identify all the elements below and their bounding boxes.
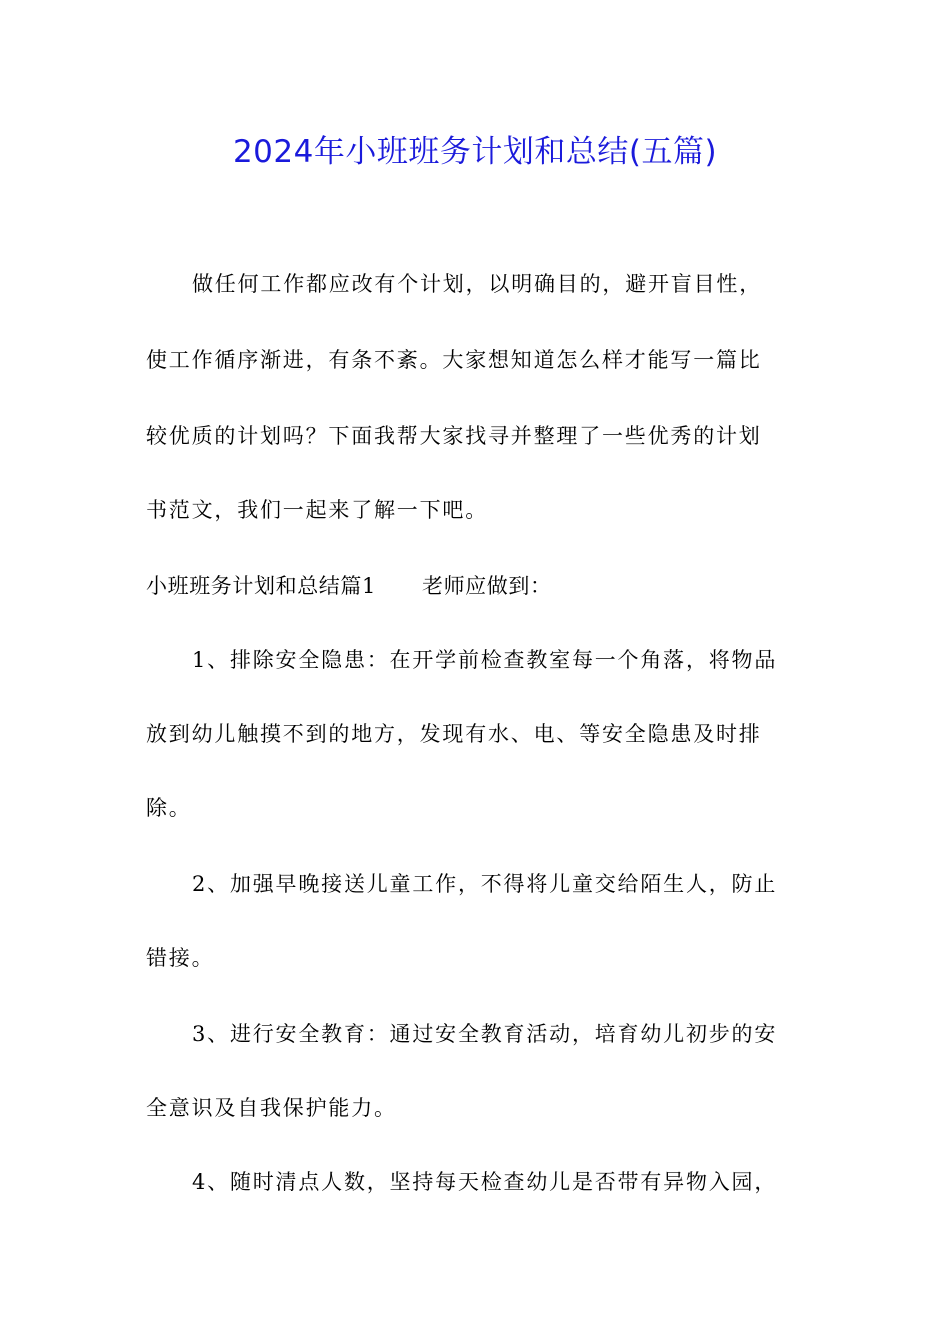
section-heading-row — [146, 568, 806, 604]
section-heading: 小班班务计划和总结篇1 — [146, 574, 376, 598]
item-1-line-1: 1、排除安全隐患：在开学前检查教室每一个角落，将物品 — [192, 648, 778, 672]
item-3-line-1: 3、进行安全教育：通过安全教育活动，培育幼儿初步的安 — [192, 1022, 778, 1046]
intro-line-1: 做任何工作都应改有个计划，以明确目的，避开盲目性， — [192, 272, 762, 296]
intro-line-4: 书范文，我们一起来了解一下吧。 — [146, 498, 488, 522]
document-title: 2024年小班班务计划和总结(五篇) — [232, 134, 718, 170]
section-subheading: 老师应做到： — [421, 574, 552, 598]
item-3-line-2: 全意识及自我保护能力。 — [146, 1096, 397, 1120]
item-2-line-2: 错接。 — [146, 946, 215, 970]
intro-line-2: 使工作循序渐进，有条不紊。大家想知道怎么样才能写一篇比 — [146, 348, 762, 372]
item-4-line-1: 4、随时清点人数，坚持每天检查幼儿是否带有异物入园， — [192, 1170, 778, 1194]
item-2-line-1: 2、加强早晚接送儿童工作，不得将儿童交给陌生人，防止 — [192, 872, 778, 896]
item-1-line-2: 放到幼儿触摸不到的地方，发现有水、电、等安全隐患及时排 — [146, 722, 762, 746]
item-1-line-3: 除。 — [146, 796, 192, 820]
intro-line-3: 较优质的计划吗？下面我帮大家找寻并整理了一些优秀的计划 — [146, 424, 762, 448]
